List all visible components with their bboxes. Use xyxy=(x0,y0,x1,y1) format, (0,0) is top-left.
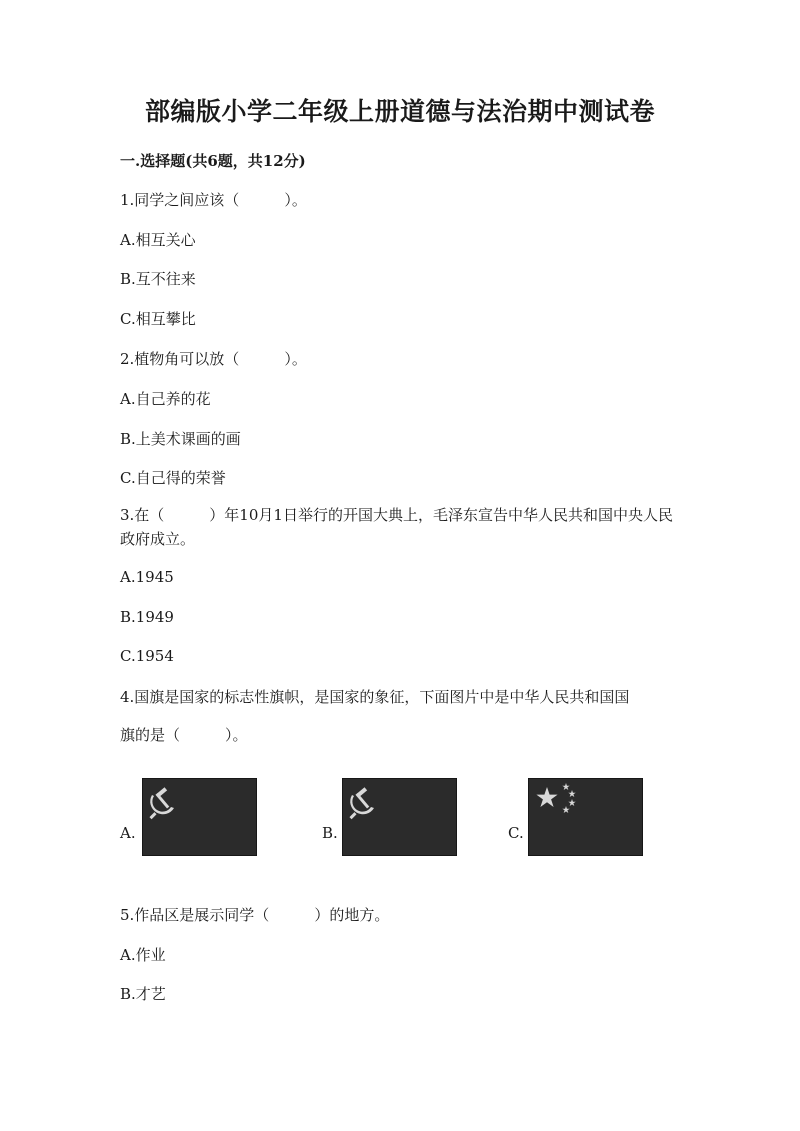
party-flag-icon xyxy=(142,778,257,856)
question-4-stem-line1: 4.国旗是国家的标志性旗帜，是国家的象征，下面图片中是中华人民共和国国 xyxy=(120,688,630,706)
party-flag-icon xyxy=(342,778,457,856)
question-2-option-c: C.自己得的荣誉 xyxy=(120,469,226,487)
question-4-option-a xyxy=(120,778,260,860)
question-2-option-a: A.自己养的花 xyxy=(120,390,211,408)
option-a-letter: A. xyxy=(120,824,136,842)
question-4-option-c xyxy=(508,778,648,860)
question-5-option-b: B.才艺 xyxy=(120,985,166,1003)
question-3-option-c: C.1954 xyxy=(120,647,174,665)
question-4-stem-line2: 旗的是（ ）。 xyxy=(120,726,248,744)
question-1-option-a: A.相互关心 xyxy=(120,231,196,249)
question-5-option-a: A.作业 xyxy=(120,946,166,964)
question-2-stem: 2.植物角可以放（ ）。 xyxy=(120,350,307,368)
section-heading: 一.选择题(共6题，共12分) xyxy=(120,152,306,170)
question-3-stem: 3.在（ ）年10月1日举行的开国大典上，毛泽东宣告中华人民共和国中央人民政府成立。 xyxy=(120,506,673,548)
question-3-option-b: B.1949 xyxy=(120,608,174,626)
question-4-option-b xyxy=(322,778,462,860)
option-b-letter: B. xyxy=(322,824,338,842)
question-1-option-b: B.互不往来 xyxy=(120,270,196,288)
option-c-letter: C. xyxy=(508,824,524,842)
question-3-option-a: A.1945 xyxy=(120,568,174,586)
question-1-stem: 1.同学之间应该（ ）。 xyxy=(120,191,307,209)
page-title: 部编版小学二年级上册道德与法治期中测试卷 xyxy=(144,97,655,126)
question-5-stem: 5.作品区是展示同学（ ）的地方。 xyxy=(120,906,390,924)
national-flag-icon xyxy=(528,778,643,856)
question-2-option-b: B.上美术课画的画 xyxy=(120,430,241,448)
question-1-option-c: C.相互攀比 xyxy=(120,310,196,328)
